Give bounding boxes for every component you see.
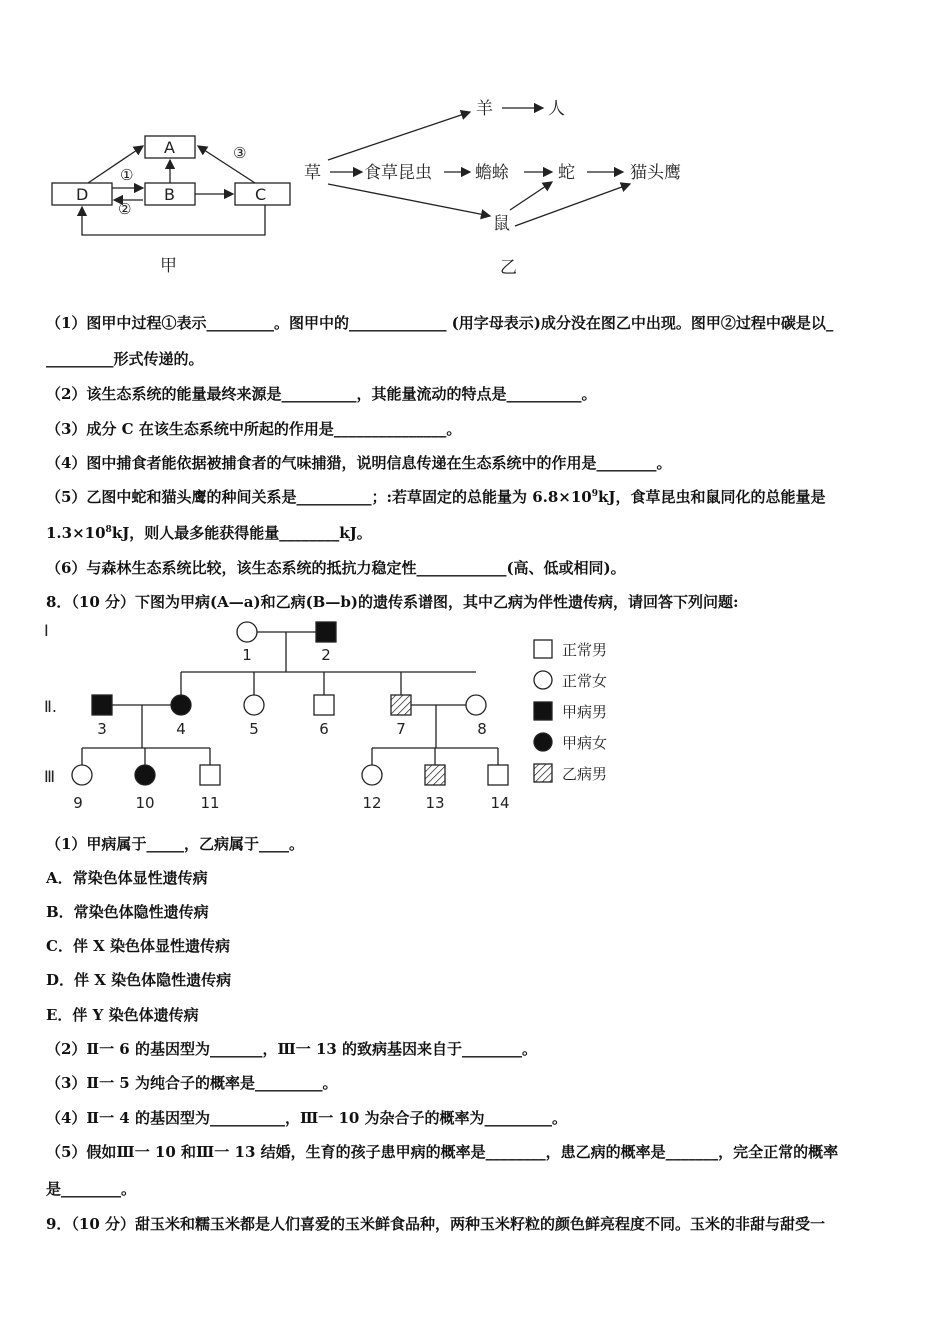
gen-label-1: Ⅰ (44, 621, 49, 640)
q8-part-1: （1）甲病属于_____，乙病属于____。 (46, 835, 304, 853)
person-5 (244, 695, 264, 715)
foodweb-toad: 蟾蜍 (475, 163, 509, 183)
legend-yi-male: 乙病男 (562, 765, 608, 783)
q8-title: 8．（10 分）下图为甲病(A—a)和乙病(B—b)的遗传系谱图，其中乙病为伴性遗传病，请回答下列问题: (46, 593, 739, 611)
person-9 (72, 765, 92, 785)
person-12 (362, 765, 382, 785)
gen-label-3: Ⅲ (44, 767, 56, 786)
node-d-label: D (76, 185, 89, 204)
label-5: 5 (249, 720, 259, 738)
q8-part-5a: （5）假如Ⅲ一 10 和Ⅲ一 13 结婚，生育的孩子患甲病的概率是________，患乙病的概率是_______，完全正常的概率 (46, 1143, 839, 1161)
legend-normal-male: 正常男 (562, 641, 608, 659)
gen-label-2: Ⅱ. (44, 697, 57, 716)
q8-part-3: （3）Ⅱ一 5 为纯合子的概率是_________。 (46, 1074, 338, 1092)
process-mark-1: ① (120, 166, 134, 184)
q8-part-4: （4）Ⅱ一 4 的基因型为__________，Ⅲ一 10 为杂合子的概率为_________。 (46, 1109, 568, 1127)
label-4: 4 (176, 720, 186, 738)
foodweb-insect: 食草昆虫 (364, 163, 432, 183)
legend-jia-male-symbol (534, 702, 552, 720)
figure-yi-caption: 乙 (500, 258, 517, 278)
q7-line-6-exp: 9 (591, 489, 599, 499)
legend-normal-female: 正常女 (562, 672, 608, 690)
q7-line-6b: kJ，食草昆虫和鼠同化的总能量是 (598, 488, 826, 506)
label-9: 9 (73, 794, 83, 812)
person-8 (466, 695, 486, 715)
label-12: 12 (362, 794, 382, 812)
person-10 (135, 765, 155, 785)
q7-line-7b: kJ，则人最多能获得能量________kJ。 (111, 524, 372, 542)
person-13 (425, 765, 445, 785)
q7-line-7a: 1.3×10 (46, 524, 106, 542)
q7-line-7 (46, 522, 372, 543)
process-mark-2: ② (118, 200, 132, 218)
foodweb-mouse: 鼠 (493, 214, 510, 234)
node-c-label: C (255, 185, 267, 204)
pedigree-legend (534, 640, 552, 782)
person-4 (171, 695, 191, 715)
label-8: 8 (477, 720, 487, 738)
person-14 (488, 765, 508, 785)
q8-part-2: （2）Ⅱ一 6 的基因型为_______，Ⅲ一 13 的致病基因来自于________。 (46, 1040, 538, 1058)
label-14: 14 (490, 794, 510, 812)
person-6 (314, 695, 334, 715)
person-3 (92, 695, 112, 715)
person-11 (200, 765, 220, 785)
q7-line-4: （3）成分 C 在该生态系统中所起的作用是_______________。 (46, 420, 462, 438)
q7-line-6 (46, 486, 826, 507)
legend-jia-female: 甲病女 (562, 734, 608, 752)
figure-jia-caption: 甲 (160, 256, 177, 276)
pedigree-chart (40, 612, 660, 822)
foodweb-owl: 猫头鹰 (630, 163, 681, 183)
foodweb-snake: 蛇 (558, 163, 575, 183)
legend-jia-male: 甲病男 (562, 703, 608, 721)
label-6: 6 (319, 720, 329, 738)
q8-option-a: A．常染色体显性遗传病 (46, 869, 208, 887)
q7-line-8: （6）与森林生态系统比较，该生态系统的抵抗力稳定性____________(高、低或相同)。 (46, 559, 626, 577)
q7-line-3: （2）该生态系统的能量最终来源是__________，其能量流动的特点是__________。 (46, 385, 597, 403)
q8-option-e: E．伴 Y 染色体遗传病 (46, 1006, 199, 1024)
label-1: 1 (242, 646, 252, 664)
legend-yi-male-symbol (534, 764, 552, 782)
q7-line-7-exp: 8 (105, 525, 112, 535)
q8-option-d: D．伴 X 染色体隐性遗传病 (46, 971, 232, 989)
node-a-label: A (164, 138, 175, 157)
person-1 (237, 622, 257, 642)
person-7 (391, 695, 411, 715)
legend-jia-female-symbol (534, 733, 552, 751)
label-10: 10 (135, 794, 155, 812)
process-mark-3: ③ (233, 144, 247, 162)
foodweb-human: 人 (548, 99, 565, 119)
q9-text: 9．（10 分）甜玉米和糯玉米都是人们喜爱的玉米鲜食品种，两种玉米籽粒的颜色鲜亮程度不同。玉米的非甜与甜受一 (46, 1215, 826, 1233)
foodweb-grass: 草 (304, 163, 321, 183)
ecosystem-figure (40, 88, 740, 288)
label-11: 11 (200, 794, 220, 812)
foodweb-sheep: 羊 (476, 99, 493, 119)
q8-option-b: B．常染色体隐性遗传病 (46, 903, 209, 921)
node-b-label: B (164, 185, 175, 204)
label-3: 3 (97, 720, 107, 738)
q7-line-1: （1）图甲中过程①表示_________。图甲中的_____________ (用字母表示)成分没在图乙中出现。图甲②过程中碳是以_ (46, 314, 834, 332)
label-2: 2 (321, 646, 331, 664)
label-13: 13 (425, 794, 445, 812)
legend-normal-female-symbol (534, 671, 552, 689)
q7-line-6a: （5）乙图中蛇和猫头鹰的种间关系是__________；:若草固定的总能量为 6.8×10 (46, 488, 592, 506)
person-2 (316, 622, 336, 642)
q8-option-c: C．伴 X 染色体显性遗传病 (46, 937, 231, 955)
q8-part-5b: 是________。 (46, 1180, 137, 1198)
legend-normal-male-symbol (534, 640, 552, 658)
label-7: 7 (396, 720, 406, 738)
q7-line-5: （4）图中捕食者能依据被捕食者的气味捕猎，说明信息传递在生态系统中的作用是________。 (46, 454, 672, 472)
q7-line-2: _________形式传递的。 (46, 350, 204, 368)
